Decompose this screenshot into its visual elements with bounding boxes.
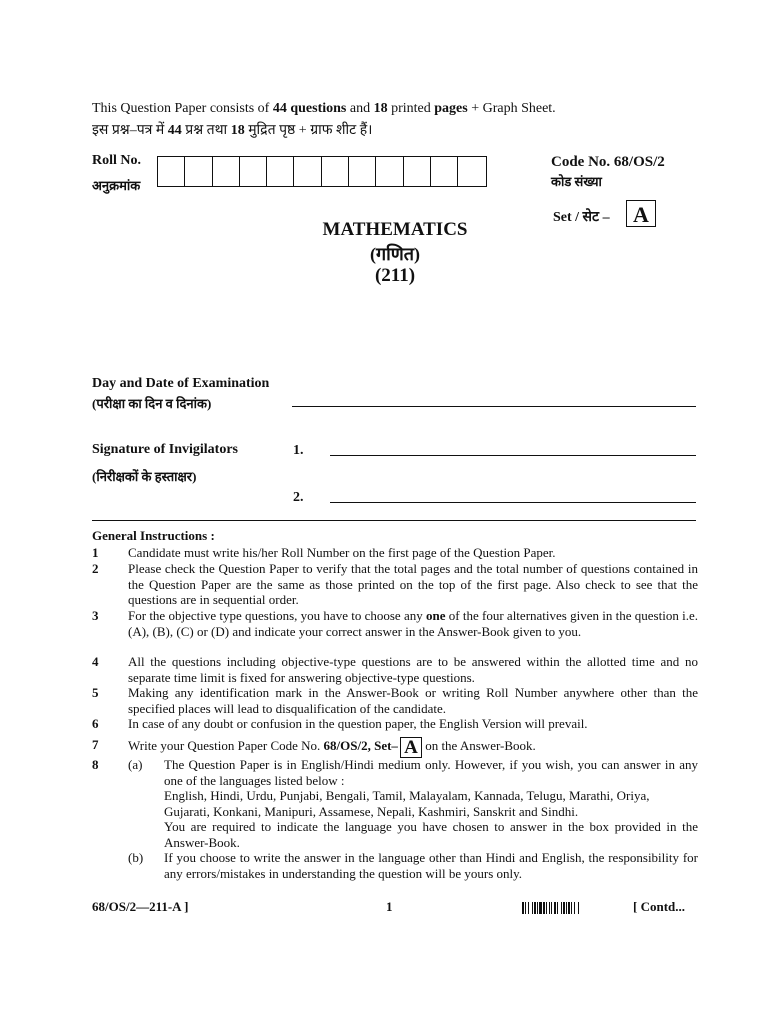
roll-number-label: Roll No. — [92, 153, 141, 168]
invigilators-label: Signature of Invigilators — [92, 442, 238, 457]
paper-info-hindi: इस प्रश्न–पत्र में 44 प्रश्न तथा 18 मुद्रित पृष्ठ + ग्राफ शीट हैं। — [92, 123, 373, 138]
roll-number-box[interactable] — [267, 157, 294, 186]
roll-number-box[interactable] — [240, 157, 267, 186]
set-badge: A — [626, 200, 656, 227]
roll-number-box[interactable] — [294, 157, 321, 186]
roll-number-box[interactable] — [322, 157, 349, 186]
roll-number-box[interactable] — [185, 157, 212, 186]
invigilator-1-line — [330, 455, 696, 456]
instruction-6: 6 In case of any doubt or confusion in the question paper, the English Version will prevail. — [92, 716, 588, 731]
instruction-4: 4 All the questions including objective-type questions are to be answered within the allotted time and no separate time limit is fixed for answering objective-type questions. — [92, 654, 698, 685]
roll-number-box[interactable] — [404, 157, 431, 186]
instruction-5: 5 Making any identification mark in the Answer-Book or writing Roll Number anywhere other than the specified places will lead to disqualification of the candidate. — [92, 685, 698, 716]
subject-title: MATHEMATICS — [322, 219, 468, 240]
roll-number-label-hindi: अनुक्रमांक — [92, 178, 141, 193]
roll-number-box[interactable] — [213, 157, 240, 186]
exam-date-label-hindi: (परीक्षा का दिन व दिनांक) — [92, 396, 212, 411]
paper-info-english: This Question Paper consists of 44 questions and 18 printed pages + Graph Sheet. — [92, 101, 556, 116]
section-divider — [92, 520, 696, 521]
set-badge-inline: A — [400, 737, 422, 758]
exam-date-label: Day and Date of Examination — [92, 376, 270, 391]
invigilator-2-number: 2. — [293, 490, 304, 505]
set-label: Set / सेट – — [553, 210, 610, 225]
invigilator-2-line — [330, 502, 696, 503]
invigilators-label-hindi: (निरीक्षकों के हस्ताक्षर) — [92, 469, 197, 484]
instruction-8a: 8 (a) The Question Paper is in English/Hindi medium only. However, if you wish, you can answer in any one of the languages listed below : English, Hindi, Urdu, Punjabi, Bengali, Tamil, Malayalam, Kannada, Telugu, Marathi, Oriya, Gujarati, Konkani, Manipuri, Assamese, Nepali, Kashmiri, Sanskrit and Sindhi. You are required to indicate the language you have chosen to answer in the box provided in the Answer-Book. — [92, 757, 698, 850]
instruction-8b: (b) If you choose to write the answer in the language other than Hindi and English, the responsibility for any errors/mistakes in understanding the question will be yours only. — [128, 850, 698, 881]
subject-code: (211) — [374, 265, 416, 286]
roll-number-box[interactable] — [376, 157, 403, 186]
roll-number-box[interactable] — [431, 157, 458, 186]
exam-date-line — [292, 406, 696, 407]
invigilator-1-number: 1. — [293, 443, 304, 458]
continued-label: [ Contd... — [633, 899, 686, 914]
barcode — [522, 902, 622, 914]
instructions-title: General Instructions : — [92, 528, 215, 543]
page-number: 1 — [386, 899, 393, 914]
instruction-3: 3 For the objective type questions, you have to choose any one of the four alternatives given in the question i.e. (A), (B), (C) or (D) and indicate your correct answer in the Answer-Book given to you. — [92, 608, 698, 639]
roll-number-box[interactable] — [158, 157, 185, 186]
instruction-7: 7 Write your Question Paper Code No. 68/OS/2, Set– A on the Answer-Book. — [92, 737, 536, 758]
code-number-label-hindi: कोड संख्या — [551, 174, 602, 189]
roll-number-box[interactable] — [458, 157, 485, 186]
instruction-1: 1 Candidate must write his/her Roll Number on the first page of the Question Paper. — [92, 545, 556, 560]
footer-paper-code: 68/OS/2—211-A ] — [92, 899, 189, 914]
roll-number-boxes — [157, 156, 487, 187]
code-number: Code No. 68/OS/2 — [551, 154, 665, 170]
subject-title-hindi: (गणित) — [369, 244, 421, 264]
instruction-2: 2 Please check the Question Paper to verify that the total pages and the total number of questions contained in the Question Paper are the same as those printed on the top of the first page. Also check to see that the questions are in sequential order. — [92, 561, 698, 607]
roll-number-box[interactable] — [349, 157, 376, 186]
